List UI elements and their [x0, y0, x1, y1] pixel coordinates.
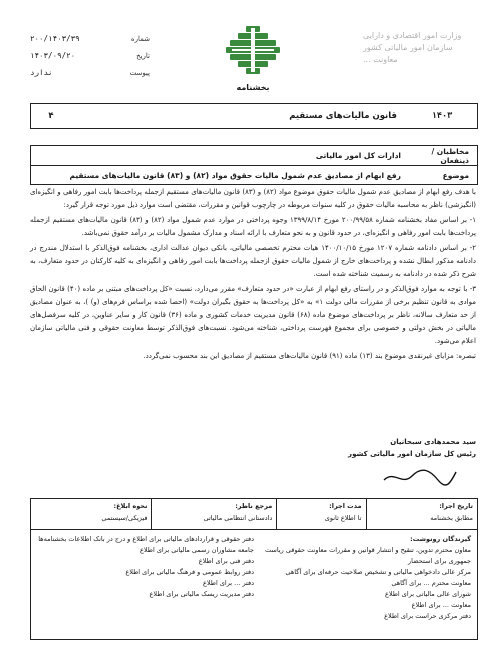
law-name: قانون مالیات‌های مستقیم	[289, 111, 397, 121]
ministry-letterhead	[363, 30, 473, 66]
body-paragraph: ۳- با توجه به موارد فوق‌الذکر و در راستای رفع ابهام از عبارت «در حدود متعارف» مقرر می‌دارد، نسبت «کل پرداخت‌های مبتنی بر ماده (۴۰) قانون الحاق موادی به قانون تنظیم برخی از مقررات مالی دولت ۱» به «کل پرداخت‌ها به حقوق بگیران دولت» (احصا شده براساس فرم‌های (و) )، به عنوان مصادیق از حد متعارف سالانه، ناظر بر پرداخت‌های موضوع ماده (۶۸) قانون مدیریت خدمات کشوری و ماده (۳۶) قانون کار و سایر عناوین، در کلیه سر‌فصل‌های مالیاتی در بخش دولتی و خصوصی برای مجموع فهرست پرداختی، شناخته می‌شود. نسبت‌های فوق‌الذکر توسط معاونت حقوقی و فنی مالیاتی سازمان اعلام می‌شود.	[30, 285, 476, 345]
number-value: ۲۰۰/۱۴۰۳/۳۹	[30, 34, 80, 43]
signature-block	[30, 436, 476, 460]
signer-name: سید محمدهادی سبحانیان	[390, 438, 476, 446]
number-label: شماره	[130, 34, 150, 43]
date-value: ۱۴۰۳/۰۹/۲۰	[30, 51, 76, 60]
attachment-value: ندارد	[30, 68, 53, 77]
notification-header: نحوه ابلاغ:	[113, 502, 148, 510]
recipient-item: دفتر روابط عمومی و فرهنگ مالیاتی برای اطلاع	[125, 568, 254, 576]
subject-value: رفع ابهام از مصادیق عدم شمول مالیات حقوق مواد (۸۲) و (۸۳) قانون مالیات‌های مستقیم	[69, 171, 401, 180]
exec-date-header: تاریخ اجرا:	[439, 502, 473, 510]
circular-body	[30, 186, 476, 365]
execution-table	[30, 498, 478, 640]
attachment-label: پیوست	[129, 68, 150, 77]
supervisor-cell	[151, 499, 276, 529]
recipients-left	[37, 534, 254, 622]
circular-number: ۴	[48, 111, 54, 121]
recipient-item: دفتر مدیریت ریسک مالیاتی برای اطلاع	[149, 590, 254, 598]
ministry-line: وزارت امور اقتصادی و دارایی	[363, 31, 462, 40]
year-value: ۱۴۰۳	[431, 111, 453, 121]
tax-organization-logo	[222, 24, 284, 82]
execution-row	[31, 499, 477, 530]
recipient-item: دفتر مرکزی حراست برای اطلاع	[384, 612, 471, 620]
recipient-item: معاونت محترم ... برای آگاهی	[391, 579, 471, 587]
date-label: تاریخ	[136, 51, 150, 60]
recipients-right	[254, 534, 471, 622]
recipient-item: مرکز عالی دادخواهی مالیاتی و تشخیص صلاحیت حرفه‌ای برای آگاهی	[285, 568, 471, 576]
duration-value: تا اطلاع ثانوی	[324, 514, 362, 522]
date-row	[30, 47, 150, 64]
duration-header: مدت اجرا:	[329, 502, 362, 510]
notification-value: فیزیکی/سیستمی	[101, 514, 148, 522]
recipient-item: جامعه مشاوران رسمی مالیاتی برای اطلاع	[140, 546, 254, 554]
signer-title: رئیس کل سازمان امور مالیاتی کشور	[348, 450, 476, 458]
body-paragraph: تبصره: مزایای غیرنقدی موضوع بند (۱۳) ماده (۹۱) قانون مالیات‌های مستقیم از مصادیق این بند محسوب نمی‌گردد.	[143, 352, 476, 360]
supervisor-value: دادستانی انتظامی مالیاتی	[203, 514, 273, 522]
recipients-row	[31, 530, 477, 626]
exec-date-value: مطابق بخشنامه	[430, 514, 473, 522]
body-paragraph: با هدف رفع ابهام از مصادیق عدم شمول مالیات حقوق موضوع مواد (۸۲) و (۸۳) قانون مالیات‌های مستقیم ازجمله پرداخت‌ها بابت امور رفاهی و انگیزه‌ای (انگیزشی) ناظر به محاسبه مالیات حقوق در کلیه سنوات مربوطه در چارچوب قوانین و مقررات، مقتضی است موارد ذیل مورد توجه قرار گیرد:	[30, 188, 476, 209]
body-paragraph: ۱- بر اساس مفاد بخشنامه شماره ۲۰۰/۹۹/۵۸ مورخ ۱۳۹۹/۸/۱۴ وجوه پرداختی در موارد عدم شمول مواد (۸۲) و (۸۳) قانون مالیات‌های مستقیم ازجمله پرداخت‌ها بابت امور رفاهی و انگیزه‌ای، در حدود قانون و به نحو متعارف با ارائه اسناد و مدارک مشمول مالیات بر درآمد حقوق نمی‌باشد.	[30, 216, 477, 237]
notification-cell	[31, 499, 151, 529]
body-paragraph: ۲- بر اساس دادنامه شماره ۱۲۰۷ مورخ ۱۴۰۰/۱۰/۱۵ هیات محترم تخصصی مالیاتی، بانکی دیوان عدالت اداری، بخشنامه فوق‌الذکر با استدلال مندرج در دادنامه مذکور ابطال نشده و پرداخت‌های خارج از شمول مالیات حقوق ازجمله پرداخت‌ها بابت امور رفاهی و انگیزه‌ای به کلیه کارکنان در حدود متعارف، به شرح ذکر شده در دادنامه به رسمیت شناخته شده است.	[30, 244, 476, 278]
recipient-item: دفتر ... برای اطلاع	[203, 579, 254, 587]
law-title-box	[30, 103, 478, 129]
subject-row	[31, 165, 477, 185]
header-fields	[30, 30, 150, 81]
to-value: ادارات کل امور مالیاتی	[315, 151, 401, 160]
recipient-item: دفتر حقوقی و قراردادهای مالیاتی برای اطلاع و درج در بانک اطلاعات بخشنامه‌ها	[38, 535, 254, 543]
duration-cell	[276, 499, 365, 529]
supervisor-header: مرجع ناظر:	[235, 502, 273, 510]
recipient-item: شورای عالی مالیاتی برای اطلاع	[385, 590, 471, 598]
attachment-row	[30, 64, 150, 81]
number-row	[30, 30, 150, 47]
subject-label: موضوع	[442, 171, 469, 180]
ministry-line: معاونت ...	[363, 55, 398, 64]
to-row	[31, 146, 477, 165]
recipient-item: معاون محترم تدوین، تنقیح و انتشار قوانین و مقررات معاونت حقوقی ریاست جمهوری برای استحضار	[265, 546, 471, 565]
recipient-item: معاونت ... برای اطلاع	[411, 601, 471, 609]
addressee-block	[30, 145, 478, 185]
recipient-item: دفتر فنی برای اطلاع	[198, 557, 254, 565]
to-label: مخاطبان / ذینفعان	[431, 146, 469, 165]
handwritten-signature	[380, 466, 460, 488]
recipients-label: گیرندگان رونوشت:	[410, 535, 471, 543]
ministry-line: سازمان امور مالیاتی کشور	[363, 43, 453, 52]
exec-date-cell	[366, 499, 478, 529]
circular-heading: بخشنامه	[236, 83, 270, 92]
